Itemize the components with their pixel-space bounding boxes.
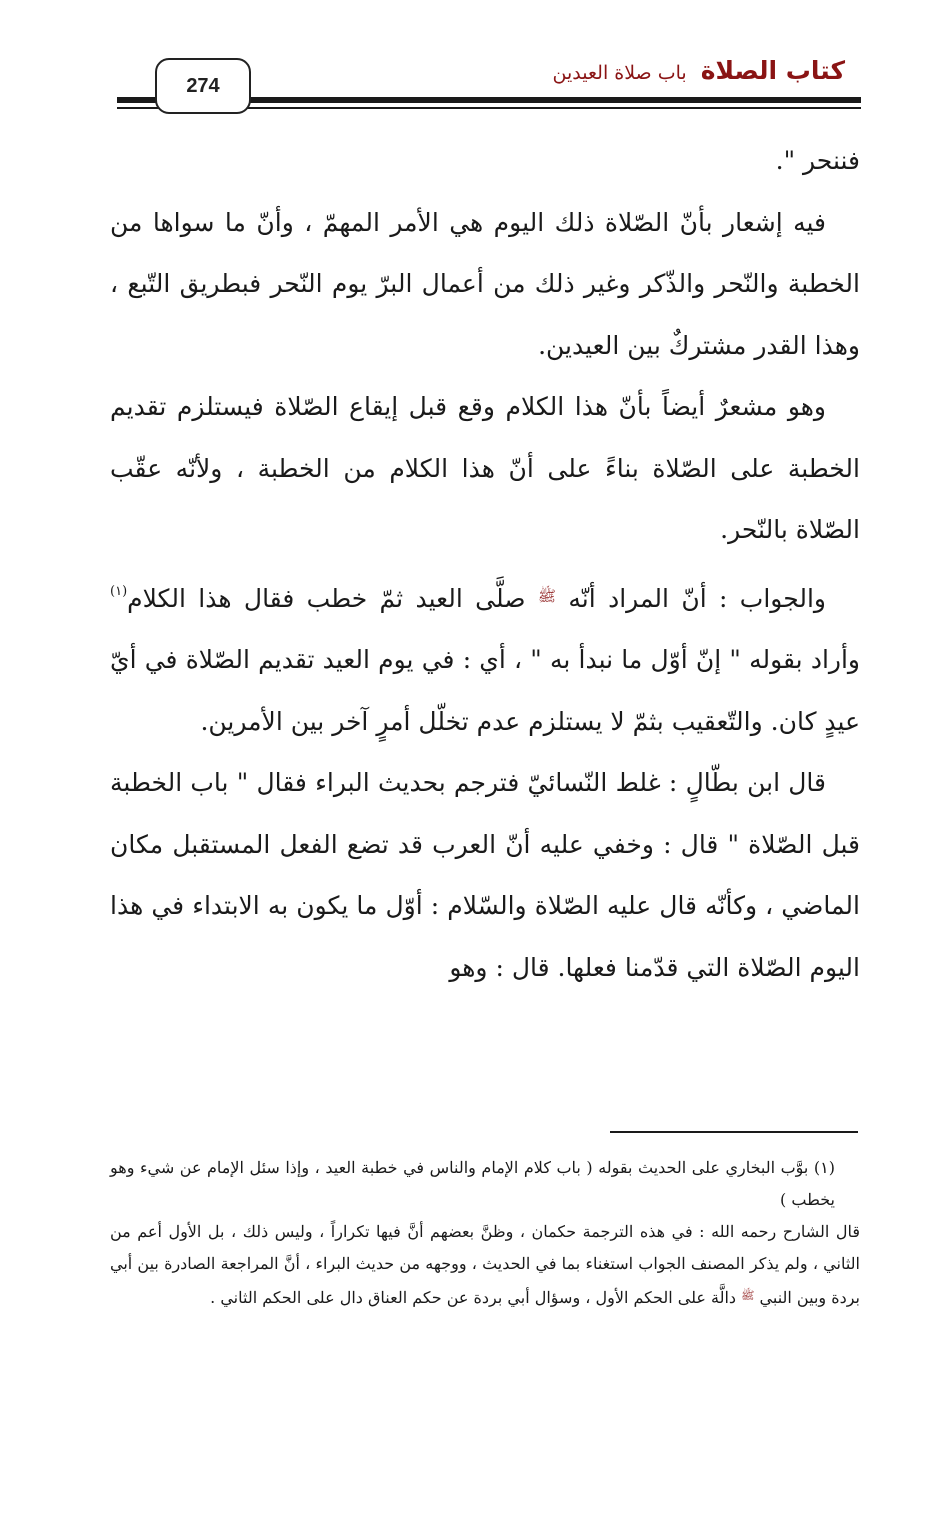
paragraph-4-part-a: والجواب : أنّ المراد أنّه <box>568 583 826 613</box>
running-head <box>553 56 845 85</box>
main-text <box>110 130 860 998</box>
footnote-separator <box>610 1131 858 1133</box>
paragraph-2: فيه إشعار بأنّ الصّلاة ذلك اليوم هي الأمر المهمّ ، وأنّ ما سواها من الخطبة والنّحر والذّكر وغير ذلك من أعمال البرّ يوم النّحر فبطريق التّبع ، وهذا القدر مشتركٌ بين العيدين. <box>110 207 860 360</box>
footnote-1-continuation <box>110 1216 860 1314</box>
book-title: كتاب الصلاة <box>700 56 845 85</box>
paragraph-5: قال ابن بطّالٍ : غلط النّسائيّ فترجم بحديث البراء فقال " باب الخطبة قبل الصّلاة " قال : وخفي عليه أنّ العرب قد تضع الفعل المستقبل مكان الماضي ، وكأنّه قال عليه الصّلاة والسّلام : أوّل ما يكون به الابتداء في هذا اليوم الصّلاة التي قدّمنا فعلها. قال : وهو <box>110 768 860 982</box>
footnote-ref-1[interactable]: (١) <box>110 583 128 599</box>
salla-glyph: ﷺ <box>537 586 557 605</box>
footnote-1: (١) بوَّب البخاري على الحديث بقوله ( باب كلام الإمام والناس في خطبة العيد ، وإذا سئل الإمام عن شيء وهو يخطب ) <box>110 1158 835 1209</box>
paragraph-4-part-b: صلَّى العيد ثمّ خطب فقال هذا الكلام <box>127 583 526 613</box>
chapter-title: باب صلاة العيدين <box>552 62 687 84</box>
page-number: 274 <box>155 58 251 114</box>
footnote-part-a: قال الشارح رحمه الله : في هذه الترجمة حكمان ، وظنَّ بعضهم أنَّ فيها تكراراً ، وليس ذلك ، بل الأول أعم من الثاني ، ولم يذكر المصنف الجواب استغناء بما في الحديث ، ووجهه من حديث البراء ، أنَّ المراجعة الصادرة بين أبي بردة وبين النبي <box>110 1222 860 1307</box>
paragraph-3: وهو مشعرٌ أيضاً بأنّ هذا الكلام وقع قبل إيقاع الصّلاة فيستلزم تقديم الخطبة على الصّلاة بناءً على أنّ هذا الكلام من الخطبة ، ولأنّه عقّب الصّلاة بالنّحر. <box>110 392 860 544</box>
paragraph-4-part-c: وأراد بقوله " إنّ أوّل ما نبدأ به " ، أي : في يوم العيد تقديم الصّلاة في أيّ عيدٍ كان. والتّعقيب بثمّ لا يستلزم عدم تخلّل أمرٍ آخر بين الأمرين. <box>110 645 860 736</box>
footnotes <box>110 1152 860 1314</box>
page-header <box>0 0 945 120</box>
salla-glyph-small: ﷺ <box>741 1289 755 1302</box>
paragraph-1: فننحر ". <box>775 146 860 175</box>
paragraph-4 <box>110 561 860 753</box>
footnote-part-b: دالَّة على الحكم الأول ، وسؤال أبي بردة عن حكم العناق دال على الحكم الثاني . <box>210 1288 737 1307</box>
